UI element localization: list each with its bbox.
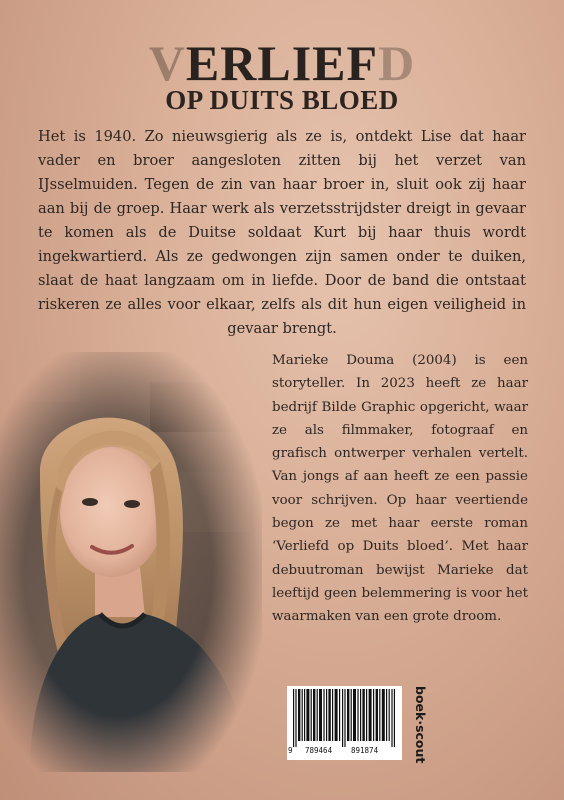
author-photo [0,352,262,772]
title-first-letter: V [148,35,186,91]
title-middle: ERLIEF [185,35,379,91]
blurb-text: Het is 1940. Zo nieuwsgierig als ze is, ontdekt Lise dat haar vader en broer aangesloten zitten bij het verzet van IJsselmuiden. Tegen de zin van haar broer in, sluit ook zij haar aan bij de groep. Haar werk als verzetsstrijdster dreigt in gevaar te komen als de Duitse soldaat Kurt bij haar thuis wordt ingekwartierd. Als ze gedwongen zijn samen onder te duiken, slaat de haat langzaam om in liefde. Door de band die ontstaat riskeren ze alles voor elkaar, zelfs als dit hun eigen veiligheid in gevaar brengt. [38,128,526,337]
author-bio: Marieke Douma (2004) is een storyteller. In 2023 heeft ze haar bedrijf Bilde Graphic opgericht, waar ze als filmmaker, fotograaf en grafisch ontwerper verhalen vertelt. Van jongs af aan heeft ze een passie voor schrijven. Op haar veertiende begon ze met haar eerste roman ‘Verliefd op Duits bloed’. Met haar debuutroman bewijst Marieke dat leeftijd geen belemmering is voor het waarmaken van een grote droom. [272,353,528,625]
isbn-left-group: 789464 [305,746,333,755]
isbn-first-digit: 9 [288,746,293,755]
publisher-logo: boek·scout [413,686,428,764]
isbn-right-group: 891874 [351,746,379,755]
isbn-digits [287,746,402,758]
book-title [0,35,564,91]
title-last-letter: D [378,35,416,91]
barcode-bars [293,689,396,747]
book-subtitle: OP DUITS BLOED [165,85,399,115]
isbn-barcode [287,686,402,760]
